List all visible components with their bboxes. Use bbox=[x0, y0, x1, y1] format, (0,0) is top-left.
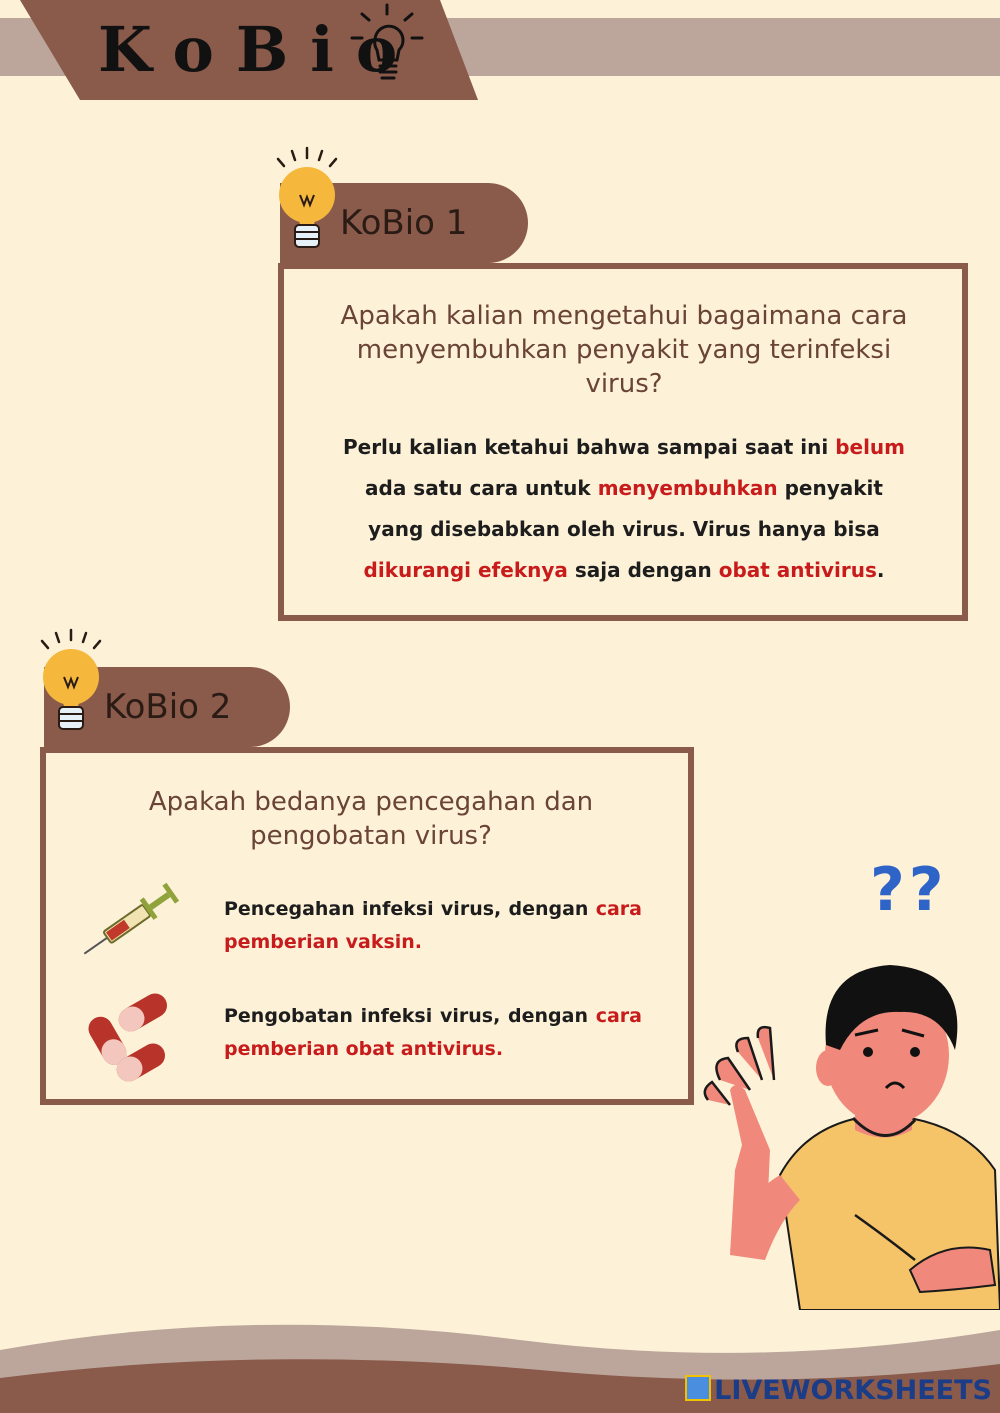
kobio-1-paragraph bbox=[339, 427, 909, 591]
capsule-icon bbox=[82, 985, 177, 1085]
kobio-2-box bbox=[40, 747, 694, 1105]
treatment-text-highlight: cara pemberian obat antivirus. bbox=[224, 1005, 642, 1060]
para-text-2: ada satu cara untuk bbox=[365, 476, 598, 500]
prevention-text-main: Pencegahan infeksi virus, dengan bbox=[224, 898, 596, 920]
prevention-text-highlight: cara pemberian vaksin. bbox=[224, 898, 642, 953]
question-marks: ?? bbox=[870, 855, 948, 925]
liveworksheets-brand bbox=[685, 1375, 992, 1406]
para-text-3: penyakit yang disebabkan oleh virus. Virus hanya bisa bbox=[368, 476, 883, 541]
brand-text: LIVEWORKSHEETS bbox=[714, 1375, 992, 1406]
para-highlight-1: belum bbox=[835, 435, 906, 459]
treatment-text-main: Pengobatan infeksi virus, dengan bbox=[224, 1005, 596, 1027]
lightbulb-icon bbox=[26, 627, 116, 742]
para-text-5: . bbox=[876, 558, 885, 582]
kobio-1-box bbox=[278, 263, 968, 621]
para-highlight-2: menyembuhkan bbox=[597, 476, 778, 500]
para-text-1: Perlu kalian ketahui bahwa sampai saat ini bbox=[342, 435, 836, 459]
prevention-text bbox=[224, 893, 642, 959]
kobio-1-question: Apakah kalian mengetahui bagaimana cara menyembuhkan penyakit yang terinfeksi virus? bbox=[340, 301, 908, 399]
lightbulb-title-icon bbox=[340, 0, 435, 95]
lightbulb-icon bbox=[262, 145, 352, 260]
treatment-text bbox=[224, 1000, 642, 1066]
tab-kobio-2-label: KoBio 2 bbox=[104, 687, 232, 727]
page-title: KoBio bbox=[98, 13, 420, 86]
para-text-4: saja dengan bbox=[567, 558, 719, 582]
tab-kobio-1-label: KoBio 1 bbox=[340, 203, 468, 243]
para-highlight-3: dikurangi efeknya bbox=[363, 558, 568, 582]
para-highlight-4: obat antivirus bbox=[718, 558, 877, 582]
confused-boy-illustration bbox=[690, 940, 1000, 1310]
syringe-icon bbox=[74, 879, 189, 964]
kobio-2-question: Apakah bedanya pencegahan dan pengobatan virus? bbox=[148, 787, 594, 851]
liveworksheets-logo-icon bbox=[685, 1375, 711, 1401]
